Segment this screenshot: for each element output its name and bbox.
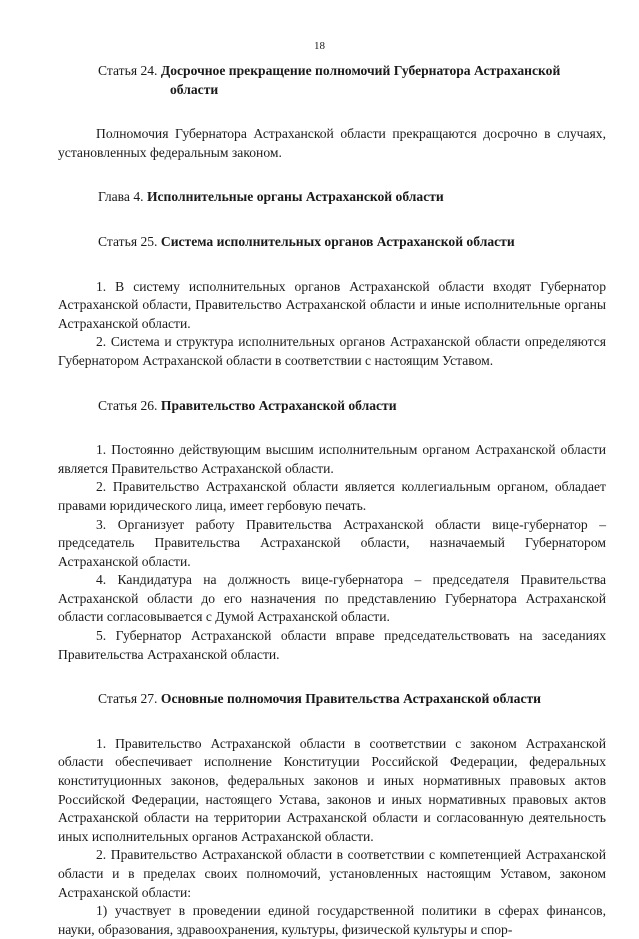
article-26-paragraph-3: 3. Организует работу Правительства Астраханской области вице-губернатор – председатель Правительства Астраханской области, назначаемый Губернатором Астраханской области. <box>58 516 606 569</box>
article-26-label: Статья 26. <box>98 397 158 413</box>
chapter-4-label: Глава 4. <box>98 189 144 205</box>
document-body <box>58 62 606 939</box>
article-27-heading <box>58 690 606 709</box>
article-26-paragraph-1: 1. Постоянно действующим высшим исполнительным органом Астраханской области является Правительство Астраханской области. <box>58 442 606 476</box>
article-27-paragraph-2: 2. Правительство Астраханской области в соответствии с компетенцией Астраханской области и в пределах своих полномочий, установленных настоящим Уставом, законом Астраханской области: <box>58 847 606 900</box>
article-25-heading <box>58 233 606 252</box>
article-24-paragraph-1: Полномочия Губернатора Астраханской области прекращаются досрочно в случаях, установленных федеральным законом. <box>58 126 606 160</box>
article-26-paragraph-4: 4. Кандидатура на должность вице-губернатора – председателя Правительства Астраханской области до его назначения по представлению Губернатора Астраханской области согласовывается с Думой Астраханской области. <box>58 572 606 625</box>
article-26-title: Правительство Астраханской области <box>160 397 397 413</box>
page-number: 18 <box>314 40 325 52</box>
article-26-heading <box>58 397 606 416</box>
article-27-paragraph-1: 1. Правительство Астраханской области в соответствии с законом Астраханской области обеспечивает исполнение Конституции Российской Федерации, федеральных конституционных законов, федеральных законов и иных нормативных правовых актов Российской Федерации, настоящего Устава, законов и иных нормативных правовых актов Астраханской области на территории Астраханской области и согласованную деятельность иных исполнительных органов Астраханской области. <box>58 735 606 844</box>
article-27-paragraph-3: 1) участвует в проведении единой государственной политики в сферах финансов, науки, образования, здравоохранения, культуры, физической культуры и спор- <box>58 903 606 937</box>
article-24-heading <box>58 62 606 99</box>
article-25-paragraph-2: 2. Система и структура исполнительных органов Астраханской области определяются Губернатором Астраханской области в соответствии с настоящим Уставом. <box>58 334 606 368</box>
article-27-label: Статья 27. <box>98 691 158 707</box>
article-25-title: Система исполнительных органов Астраханской области <box>160 233 515 249</box>
article-25-paragraph-1: 1. В систему исполнительных органов Астраханской области входят Губернатор Астраханской области, Правительство Астраханской области и иные исполнительные органы Астраханской области. <box>58 278 606 331</box>
article-25-label: Статья 25. <box>98 233 158 249</box>
article-24-title-line1: Досрочное прекращение полномочий Губернатора Астраханской <box>160 63 561 78</box>
article-24-title-line2: области <box>170 81 219 97</box>
article-27-title: Основные полномочия Правительства Астраханской области <box>160 691 541 707</box>
article-24-label: Статья 24. <box>98 63 158 78</box>
chapter-4-heading <box>58 188 606 207</box>
article-26-paragraph-5: 5. Губернатор Астраханской области вправе председательствовать на заседаниях Правительства Астраханской области. <box>58 628 606 662</box>
chapter-4-title: Исполнительные органы Астраханской области <box>146 189 444 205</box>
article-26-paragraph-2: 2. Правительство Астраханской области является коллегиальным органом, обладает правами юридического лица, имеет гербовую печать. <box>58 479 606 513</box>
